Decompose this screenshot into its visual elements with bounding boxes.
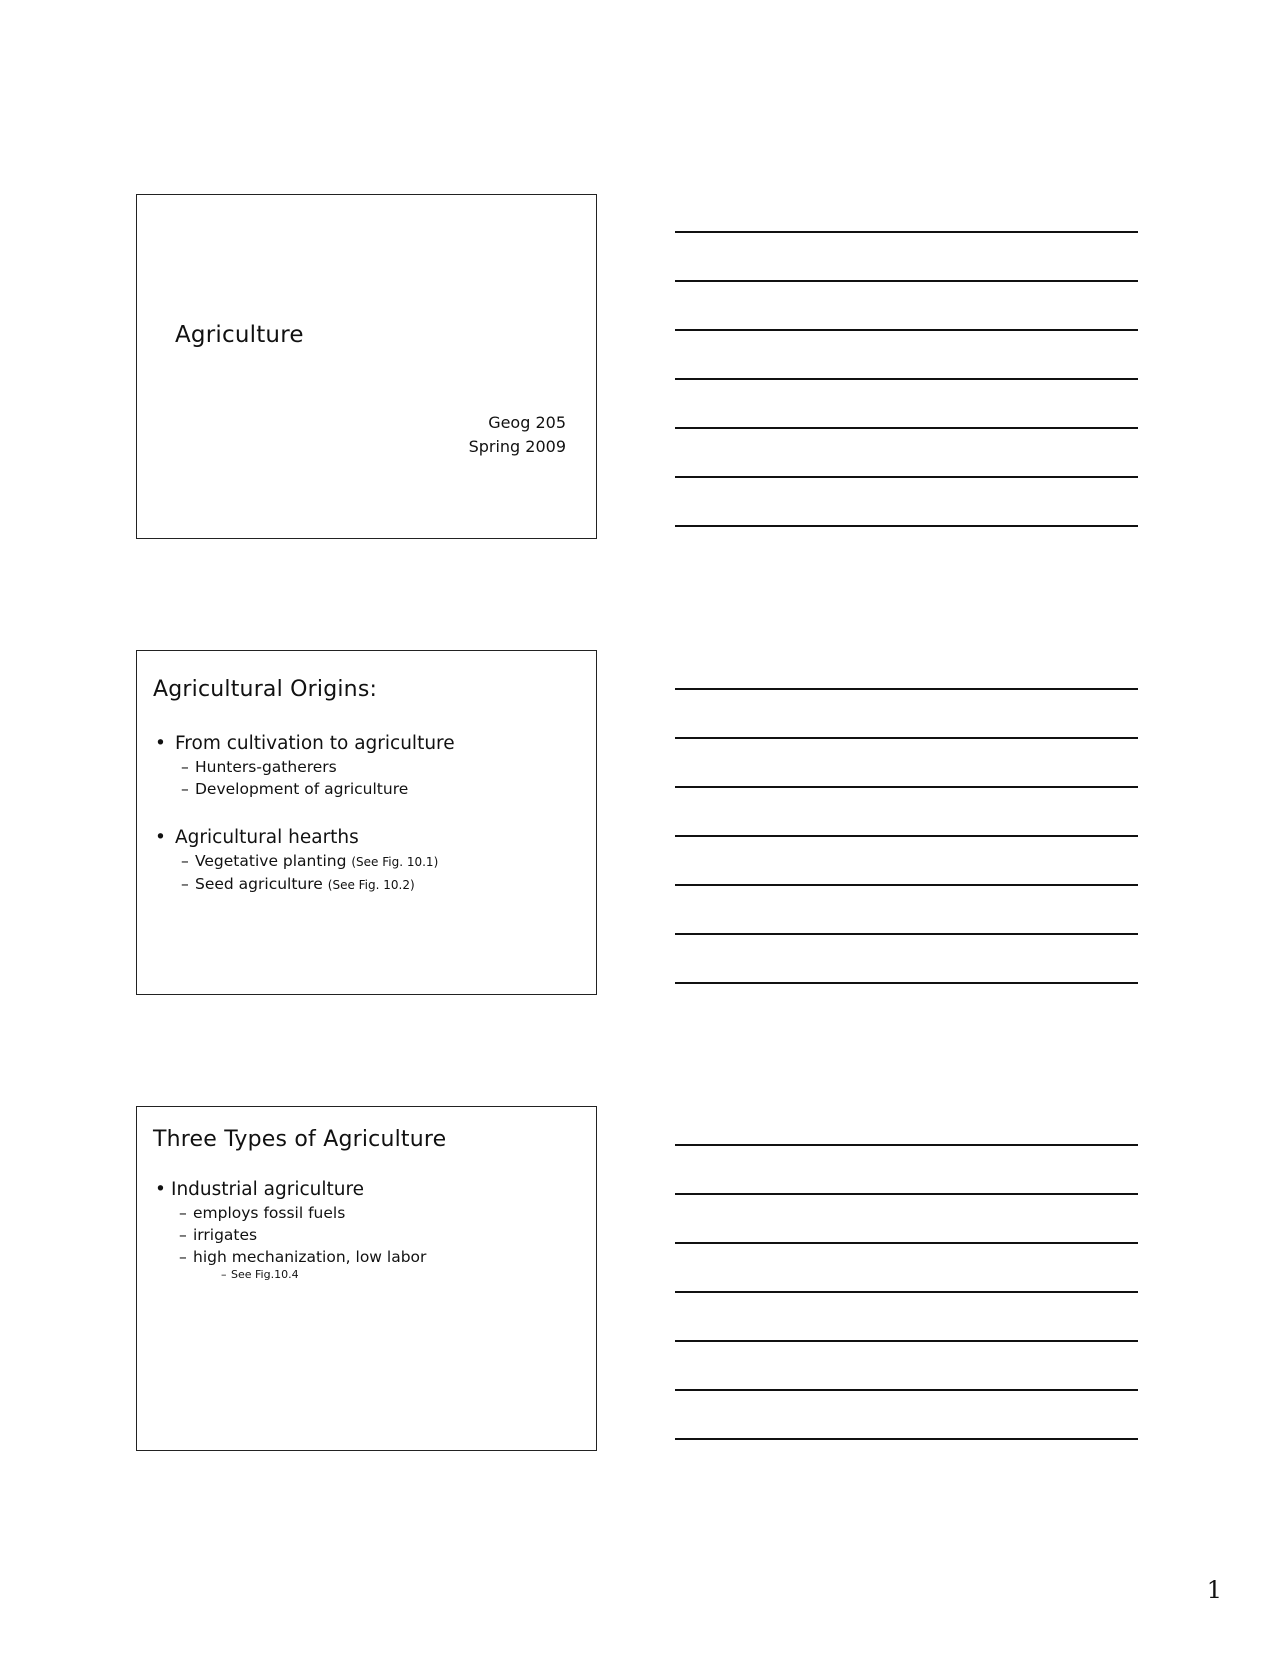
figure-reference: (See Fig. 10.1) (351, 855, 439, 869)
note-line (675, 1242, 1138, 1244)
note-line (675, 982, 1138, 984)
sub-item (181, 873, 586, 896)
bullet-text: From cultivation to agriculture (175, 733, 455, 754)
sub-item-text: high mechanization, low labor (193, 1248, 427, 1266)
sub-item (181, 850, 586, 873)
sub-item (179, 1224, 586, 1246)
sub-item-text: employs fossil fuels (193, 1204, 346, 1222)
page-number: 1 (1206, 1576, 1222, 1604)
slide-1-title: Agriculture (175, 322, 304, 348)
sub-item-text: Seed agriculture (195, 875, 323, 893)
sub-item (181, 756, 586, 778)
note-line (675, 786, 1138, 788)
note-line (675, 525, 1138, 527)
sub-item (181, 778, 586, 800)
term-label: Spring 2009 (468, 437, 566, 456)
slide-3-bullets (155, 1177, 586, 1282)
slide-3 (136, 1106, 597, 1451)
bullet-item (155, 731, 586, 800)
sub-item-text: Vegetative planting (195, 852, 347, 870)
sub-list (171, 1202, 586, 1268)
note-line (675, 1193, 1138, 1195)
note-line (675, 231, 1138, 233)
slide-2 (136, 650, 597, 995)
subsub-item (171, 1268, 586, 1282)
note-line (675, 1438, 1138, 1440)
note-line (675, 1389, 1138, 1391)
note-line (675, 688, 1138, 690)
note-line (675, 476, 1138, 478)
slide-3-title: Three Types of Agriculture (153, 1127, 447, 1152)
note-line (675, 329, 1138, 331)
slide-2-bullets (155, 731, 586, 896)
bullet-item (155, 1177, 586, 1282)
note-line (675, 378, 1138, 380)
note-line (675, 737, 1138, 739)
slide-2-title: Agricultural Origins: (153, 677, 378, 702)
bullet-text: Agricultural hearths (175, 827, 359, 848)
figure-reference: (See Fig. 10.2) (327, 878, 415, 892)
note-line (675, 427, 1138, 429)
bullet-text: Industrial agriculture (171, 1179, 365, 1200)
note-line (675, 1340, 1138, 1342)
note-line (675, 1144, 1138, 1146)
note-line (675, 1291, 1138, 1293)
note-line (675, 933, 1138, 935)
sub-list (175, 756, 586, 800)
figure-reference: See Fig.10.4 (231, 1268, 299, 1281)
sub-list (175, 850, 586, 896)
sub-item-text: irrigates (193, 1226, 258, 1244)
slide-1-subtitle (469, 411, 566, 459)
bullet-item (155, 825, 586, 896)
note-line (675, 884, 1138, 886)
slide-1 (136, 194, 597, 539)
note-line (675, 280, 1138, 282)
sub-item (179, 1246, 586, 1268)
note-line (675, 835, 1138, 837)
sub-item-text: Development of agriculture (195, 780, 409, 798)
course-label: Geog 205 (488, 413, 566, 432)
sub-item (179, 1202, 586, 1224)
sub-item-text: Hunters-gatherers (195, 758, 337, 776)
